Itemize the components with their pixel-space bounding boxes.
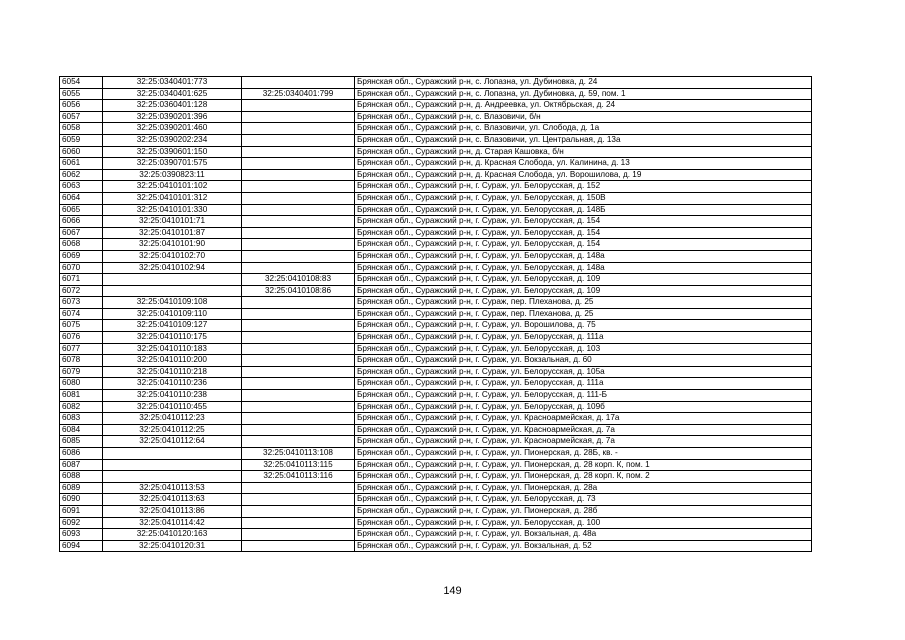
cadastral-number-cell: 32:25:0410110:455 <box>103 401 242 413</box>
cadastral-number-cell: 32:25:0410102:94 <box>103 262 242 274</box>
cadastral-number-cell: 32:25:0410112:25 <box>103 424 242 436</box>
address-cell: Брянская обл., Суражский р-н, с. Влазовичи, б/н <box>355 111 812 123</box>
cadastral-number-cell: 32:25:0360401:128 <box>103 100 242 112</box>
object-cadastral-number-cell <box>242 77 355 89</box>
table-row <box>60 192 812 204</box>
object-cadastral-number-cell <box>242 158 355 170</box>
row-number-cell: 6059 <box>60 134 103 146</box>
row-number-cell: 6074 <box>60 308 103 320</box>
table-row <box>60 505 812 517</box>
address-cell: Брянская обл., Суражский р-н, г. Сураж, ул. Белорусская, д. 105а <box>355 366 812 378</box>
cadastral-number-cell: 32:25:0410113:63 <box>103 494 242 506</box>
row-number-cell: 6079 <box>60 366 103 378</box>
cadastral-number-cell: 32:25:0410101:330 <box>103 204 242 216</box>
address-cell: Брянская обл., Суражский р-н, г. Сураж, ул. Белорусская, д. 148а <box>355 250 812 262</box>
object-cadastral-number-cell: 32:25:0410108:86 <box>242 285 355 297</box>
cadastral-number-cell: 32:25:0410113:53 <box>103 482 242 494</box>
cadastral-number-cell <box>103 285 242 297</box>
table-row <box>60 424 812 436</box>
object-cadastral-number-cell <box>242 390 355 402</box>
address-cell: Брянская обл., Суражский р-н, г. Сураж, ул. Пионерская, д. 28 корп. К, пом. 2 <box>355 471 812 483</box>
object-cadastral-number-cell <box>242 320 355 332</box>
row-number-cell: 6083 <box>60 413 103 425</box>
cadastral-number-cell: 32:25:0410101:90 <box>103 239 242 251</box>
table-row <box>60 355 812 367</box>
cadastral-table <box>59 76 812 552</box>
table-row <box>60 204 812 216</box>
table-row <box>60 123 812 135</box>
cadastral-number-cell <box>103 448 242 460</box>
table-row <box>60 77 812 89</box>
object-cadastral-number-cell: 32:25:0410113:116 <box>242 471 355 483</box>
object-cadastral-number-cell <box>242 366 355 378</box>
object-cadastral-number-cell <box>242 297 355 309</box>
cadastral-number-cell: 32:25:0410102:70 <box>103 250 242 262</box>
object-cadastral-number-cell <box>242 540 355 552</box>
table-row <box>60 169 812 181</box>
cadastral-number-cell <box>103 459 242 471</box>
cadastral-number-cell: 32:25:0390601:150 <box>103 146 242 158</box>
table-row <box>60 540 812 552</box>
address-cell: Брянская обл., Суражский р-н, г. Сураж, пер. Плеханова, д. 25 <box>355 297 812 309</box>
row-number-cell: 6068 <box>60 239 103 251</box>
address-cell: Брянская обл., Суражский р-н, г. Сураж, ул. Белорусская, д. 109 <box>355 274 812 286</box>
cadastral-number-cell: 32:25:0410110:218 <box>103 366 242 378</box>
object-cadastral-number-cell <box>242 482 355 494</box>
address-cell: Брянская обл., Суражский р-н, г. Сураж, ул. Ворошилова, д. 75 <box>355 320 812 332</box>
address-cell: Брянская обл., Суражский р-н, д. Старая Кашовка, б/н <box>355 146 812 158</box>
row-number-cell: 6055 <box>60 88 103 100</box>
address-cell: Брянская обл., Суражский р-н, г. Сураж, ул. Белорусская, д. 111а <box>355 332 812 344</box>
object-cadastral-number-cell <box>242 192 355 204</box>
table-row <box>60 320 812 332</box>
row-number-cell: 6058 <box>60 123 103 135</box>
object-cadastral-number-cell <box>242 146 355 158</box>
object-cadastral-number-cell <box>242 216 355 228</box>
cadastral-number-cell: 32:25:0410109:108 <box>103 297 242 309</box>
object-cadastral-number-cell <box>242 529 355 541</box>
cadastral-number-cell: 32:25:0340401:773 <box>103 77 242 89</box>
table-row <box>60 401 812 413</box>
table-row <box>60 494 812 506</box>
address-cell: Брянская обл., Суражский р-н, г. Сураж, ул. Белорусская, д. 73 <box>355 494 812 506</box>
cadastral-number-cell: 32:25:0390201:396 <box>103 111 242 123</box>
cadastral-number-cell: 32:25:0410112:64 <box>103 436 242 448</box>
row-number-cell: 6093 <box>60 529 103 541</box>
table-row <box>60 262 812 274</box>
cadastral-number-cell: 32:25:0410110:175 <box>103 332 242 344</box>
address-cell: Брянская обл., Суражский р-н, с. Лопазна, ул. Дубиновка, д. 59, пом. 1 <box>355 88 812 100</box>
row-number-cell: 6072 <box>60 285 103 297</box>
cadastral-number-cell: 32:25:0410101:102 <box>103 181 242 193</box>
table-row <box>60 285 812 297</box>
cadastral-number-cell: 32:25:0390701:575 <box>103 158 242 170</box>
table-row <box>60 274 812 286</box>
table-row <box>60 448 812 460</box>
row-number-cell: 6087 <box>60 459 103 471</box>
cadastral-number-cell: 32:25:0410114:42 <box>103 517 242 529</box>
row-number-cell: 6061 <box>60 158 103 170</box>
row-number-cell: 6064 <box>60 192 103 204</box>
page-number: 149 <box>443 585 462 597</box>
row-number-cell: 6077 <box>60 343 103 355</box>
table-row <box>60 297 812 309</box>
cadastral-number-cell <box>103 471 242 483</box>
table-row <box>60 227 812 239</box>
row-number-cell: 6075 <box>60 320 103 332</box>
row-number-cell: 6067 <box>60 227 103 239</box>
object-cadastral-number-cell: 32:25:0340401:799 <box>242 88 355 100</box>
object-cadastral-number-cell: 32:25:0410113:115 <box>242 459 355 471</box>
row-number-cell: 6091 <box>60 505 103 517</box>
object-cadastral-number-cell <box>242 413 355 425</box>
cadastral-number-cell: 32:25:0410110:183 <box>103 343 242 355</box>
cadastral-number-cell: 32:25:0410120:163 <box>103 529 242 541</box>
cadastral-number-cell: 32:25:0410110:238 <box>103 390 242 402</box>
object-cadastral-number-cell <box>242 355 355 367</box>
table-row <box>60 471 812 483</box>
address-cell: Брянская обл., Суражский р-н, г. Сураж, ул. Пионерская, д. 28а <box>355 482 812 494</box>
object-cadastral-number-cell <box>242 343 355 355</box>
address-cell: Брянская обл., Суражский р-н, г. Сураж, ул. Белорусская, д. 111а <box>355 378 812 390</box>
row-number-cell: 6057 <box>60 111 103 123</box>
table-row <box>60 146 812 158</box>
row-number-cell: 6089 <box>60 482 103 494</box>
table-row <box>60 343 812 355</box>
address-cell: Брянская обл., Суражский р-н, г. Сураж, ул. Пионерская, д. 28Б, кв. - <box>355 448 812 460</box>
address-cell: Брянская обл., Суражский р-н, г. Сураж, ул. Пионерская, д. 28 корп. К, пом. 1 <box>355 459 812 471</box>
table-row <box>60 378 812 390</box>
address-cell: Брянская обл., Суражский р-н, с. Влазовичи, ул. Центральная, д. 13а <box>355 134 812 146</box>
object-cadastral-number-cell <box>242 332 355 344</box>
row-number-cell: 6088 <box>60 471 103 483</box>
row-number-cell: 6076 <box>60 332 103 344</box>
address-cell: Брянская обл., Суражский р-н, г. Сураж, ул. Белорусская, д. 148а <box>355 262 812 274</box>
address-cell: Брянская обл., Суражский р-н, г. Сураж, ул. Белорусская, д. 154 <box>355 227 812 239</box>
table-row <box>60 250 812 262</box>
table-row <box>60 529 812 541</box>
object-cadastral-number-cell <box>242 424 355 436</box>
row-number-cell: 6065 <box>60 204 103 216</box>
row-number-cell: 6066 <box>60 216 103 228</box>
object-cadastral-number-cell <box>242 239 355 251</box>
address-cell: Брянская обл., Суражский р-н, г. Сураж, ул. Белорусская, д. 148Б <box>355 204 812 216</box>
row-number-cell: 6085 <box>60 436 103 448</box>
object-cadastral-number-cell <box>242 494 355 506</box>
address-cell: Брянская обл., Суражский р-н, д. Красная Слобода, ул. Ворошилова, д. 19 <box>355 169 812 181</box>
address-cell: Брянская обл., Суражский р-н, с. Лопазна, ул. Дубиновка, д. 24 <box>355 77 812 89</box>
object-cadastral-number-cell <box>242 169 355 181</box>
object-cadastral-number-cell <box>242 436 355 448</box>
address-cell: Брянская обл., Суражский р-н, г. Сураж, ул. Белорусская, д. 103 <box>355 343 812 355</box>
row-number-cell: 6060 <box>60 146 103 158</box>
object-cadastral-number-cell <box>242 134 355 146</box>
address-cell: Брянская обл., Суражский р-н, г. Сураж, ул. Белорусская, д. 111-Б <box>355 390 812 402</box>
address-cell: Брянская обл., Суражский р-н, г. Сураж, ул. Белорусская, д. 109 <box>355 285 812 297</box>
cadastral-number-cell: 32:25:0410112:23 <box>103 413 242 425</box>
address-cell: Брянская обл., Суражский р-н, г. Сураж, ул. Белорусская, д. 100 <box>355 517 812 529</box>
row-number-cell: 6094 <box>60 540 103 552</box>
row-number-cell: 6086 <box>60 448 103 460</box>
cadastral-number-cell: 32:25:0410109:127 <box>103 320 242 332</box>
table-row <box>60 216 812 228</box>
address-cell: Брянская обл., Суражский р-н, г. Сураж, ул. Белорусская, д. 109б <box>355 401 812 413</box>
row-number-cell: 6082 <box>60 401 103 413</box>
address-cell: Брянская обл., Суражский р-н, г. Сураж, ул. Белорусская, д. 152 <box>355 181 812 193</box>
table-body <box>60 77 812 552</box>
object-cadastral-number-cell <box>242 401 355 413</box>
table-row <box>60 111 812 123</box>
table-row <box>60 390 812 402</box>
row-number-cell: 6073 <box>60 297 103 309</box>
table-row <box>60 332 812 344</box>
cadastral-number-cell: 32:25:0390823:11 <box>103 169 242 181</box>
table-row <box>60 308 812 320</box>
object-cadastral-number-cell: 32:25:0410113:108 <box>242 448 355 460</box>
address-cell: Брянская обл., Суражский р-н, д. Красная Слобода, ул. Калинина, д. 13 <box>355 158 812 170</box>
cadastral-number-cell: 32:25:0410110:200 <box>103 355 242 367</box>
table-row <box>60 181 812 193</box>
object-cadastral-number-cell <box>242 204 355 216</box>
row-number-cell: 6062 <box>60 169 103 181</box>
cadastral-number-cell: 32:25:0410113:86 <box>103 505 242 517</box>
table-row <box>60 517 812 529</box>
row-number-cell: 6081 <box>60 390 103 402</box>
row-number-cell: 6056 <box>60 100 103 112</box>
row-number-cell: 6071 <box>60 274 103 286</box>
object-cadastral-number-cell <box>242 250 355 262</box>
table-row <box>60 366 812 378</box>
table-row <box>60 436 812 448</box>
table-row <box>60 413 812 425</box>
cadastral-number-cell: 32:25:0390202:234 <box>103 134 242 146</box>
address-cell: Брянская обл., Суражский р-н, г. Сураж, ул. Пионерская, д. 28б <box>355 505 812 517</box>
address-cell: Брянская обл., Суражский р-н, г. Сураж, ул. Вокзальная, д. 48а <box>355 529 812 541</box>
object-cadastral-number-cell <box>242 378 355 390</box>
address-cell: Брянская обл., Суражский р-н, г. Сураж, ул. Красноармейская, д. 17а <box>355 413 812 425</box>
object-cadastral-number-cell <box>242 111 355 123</box>
row-number-cell: 6090 <box>60 494 103 506</box>
cadastral-number-cell: 32:25:0410120:31 <box>103 540 242 552</box>
object-cadastral-number-cell <box>242 100 355 112</box>
cadastral-number-cell <box>103 274 242 286</box>
cadastral-number-cell: 32:25:0410101:87 <box>103 227 242 239</box>
object-cadastral-number-cell <box>242 308 355 320</box>
address-cell: Брянская обл., Суражский р-н, г. Сураж, ул. Белорусская, д. 150В <box>355 192 812 204</box>
address-cell: Брянская обл., Суражский р-н, г. Сураж, ул. Белорусская, д. 154 <box>355 239 812 251</box>
cadastral-number-cell: 32:25:0410110:236 <box>103 378 242 390</box>
address-cell: Брянская обл., Суражский р-н, г. Сураж, ул. Красноармейская, д. 7а <box>355 424 812 436</box>
object-cadastral-number-cell <box>242 123 355 135</box>
row-number-cell: 6092 <box>60 517 103 529</box>
row-number-cell: 6054 <box>60 77 103 89</box>
table-row <box>60 239 812 251</box>
table-row <box>60 459 812 471</box>
row-number-cell: 6084 <box>60 424 103 436</box>
object-cadastral-number-cell <box>242 262 355 274</box>
cadastral-number-cell: 32:25:0340401:625 <box>103 88 242 100</box>
cadastral-number-cell: 32:25:0390201:460 <box>103 123 242 135</box>
address-cell: Брянская обл., Суражский р-н, г. Сураж, ул. Красноармейская, д. 7а <box>355 436 812 448</box>
cadastral-number-cell: 32:25:0410101:312 <box>103 192 242 204</box>
table-row <box>60 134 812 146</box>
address-cell: Брянская обл., Суражский р-н, г. Сураж, пер. Плеханова, д. 25 <box>355 308 812 320</box>
table-row <box>60 482 812 494</box>
row-number-cell: 6070 <box>60 262 103 274</box>
address-cell: Брянская обл., Суражский р-н, г. Сураж, ул. Вокзальная, д. 60 <box>355 355 812 367</box>
address-cell: Брянская обл., Суражский р-н, г. Сураж, ул. Белорусская, д. 154 <box>355 216 812 228</box>
table-row <box>60 100 812 112</box>
object-cadastral-number-cell: 32:25:0410108:83 <box>242 274 355 286</box>
row-number-cell: 6080 <box>60 378 103 390</box>
table-row <box>60 88 812 100</box>
cadastral-number-cell: 32:25:0410109:110 <box>103 308 242 320</box>
object-cadastral-number-cell <box>242 517 355 529</box>
address-cell: Брянская обл., Суражский р-н, г. Сураж, ул. Вокзальная, д. 52 <box>355 540 812 552</box>
cadastral-number-cell: 32:25:0410101:71 <box>103 216 242 228</box>
row-number-cell: 6063 <box>60 181 103 193</box>
row-number-cell: 6078 <box>60 355 103 367</box>
address-cell: Брянская обл., Суражский р-н, д. Андреевка, ул. Октябрьская, д. 24 <box>355 100 812 112</box>
row-number-cell: 6069 <box>60 250 103 262</box>
object-cadastral-number-cell <box>242 505 355 517</box>
address-cell: Брянская обл., Суражский р-н, с. Влазовичи, ул. Слобода, д. 1а <box>355 123 812 135</box>
table-row <box>60 158 812 170</box>
object-cadastral-number-cell <box>242 227 355 239</box>
object-cadastral-number-cell <box>242 181 355 193</box>
